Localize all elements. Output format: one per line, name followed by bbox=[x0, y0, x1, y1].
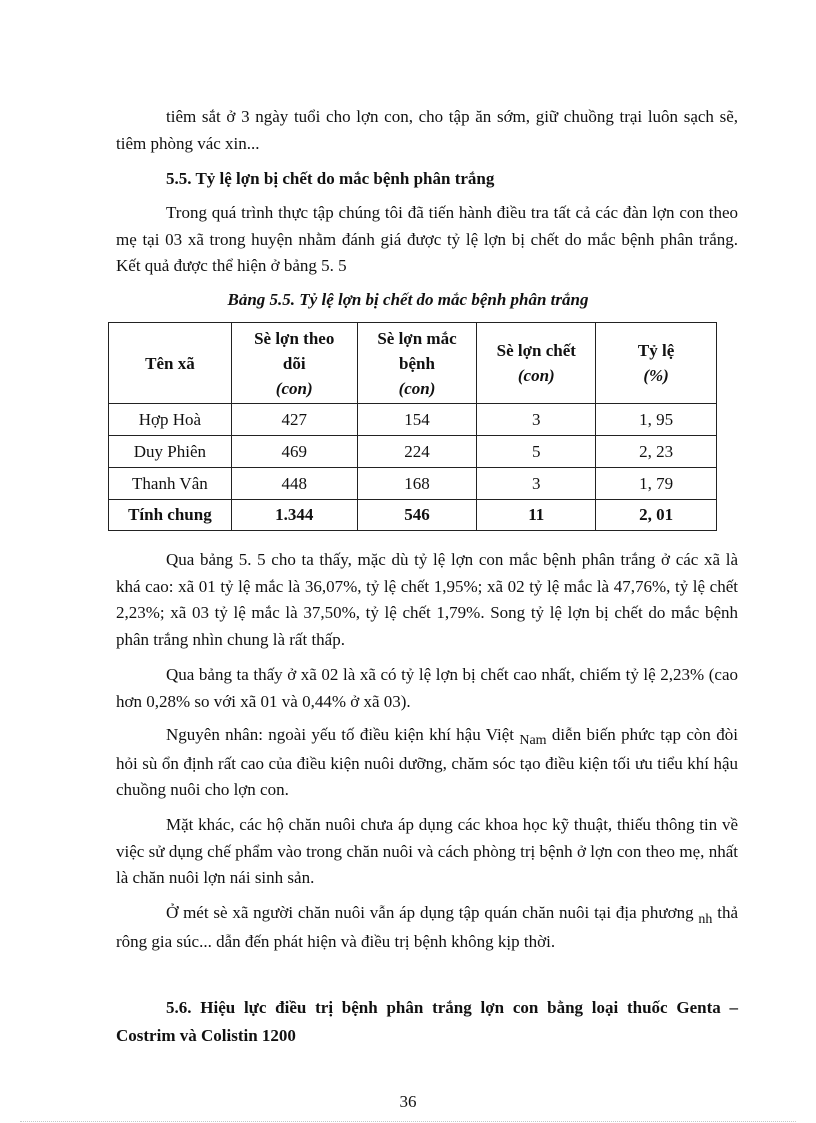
cell-infected: 168 bbox=[357, 468, 477, 500]
cell-total-tracked: 1.344 bbox=[231, 500, 357, 531]
cell-tracked: 427 bbox=[231, 404, 357, 436]
cell-total-dead: 11 bbox=[477, 500, 596, 531]
cell-dead: 3 bbox=[477, 404, 596, 436]
header-infected: Sè lợn mắc bệnh (con) bbox=[357, 323, 477, 404]
header-tracked: Sè lợn theo dõi (con) bbox=[231, 323, 357, 404]
cell-tracked: 469 bbox=[231, 436, 357, 468]
inline-sub-text: nh bbox=[698, 912, 713, 927]
cell-total-rate: 2, 01 bbox=[596, 500, 717, 531]
cell-total-infected: 546 bbox=[357, 500, 477, 531]
cell-rate: 1, 95 bbox=[596, 404, 717, 436]
cell-tracked: 448 bbox=[231, 468, 357, 500]
cell-rate: 2, 23 bbox=[596, 436, 717, 468]
header-dead: Sè lợn chết (con) bbox=[477, 323, 596, 404]
page-number: 36 bbox=[399, 1092, 417, 1111]
mortality-table bbox=[108, 322, 717, 531]
cell-infected: 154 bbox=[357, 404, 477, 436]
intro-paragraph: tiêm sắt ở 3 ngày tuổi cho lợn con, cho tập ăn sớm, giữ chuồng trại luôn sạch sẽ, tiêm phòng vác xin... bbox=[116, 107, 738, 153]
cell-dead: 5 bbox=[477, 436, 596, 468]
table-total-row bbox=[109, 500, 717, 531]
cell-commune-name: Thanh Vân bbox=[109, 468, 232, 500]
inline-sub-text: Nam bbox=[519, 733, 547, 748]
cell-dead: 3 bbox=[477, 468, 596, 500]
table-caption: Bảng 5.5. Tỷ lệ lợn bị chết do mắc bệnh phân trắng bbox=[227, 290, 589, 309]
header-commune-name: Tên xã bbox=[109, 323, 232, 404]
footer-divider bbox=[20, 1121, 796, 1122]
table-row bbox=[109, 436, 717, 468]
analysis-paragraph-2: Qua bảng ta thấy ở xã 02 là xã có tỷ lệ lợn bị chết cao nhất, chiếm tỷ lệ 2,23% (cao hơn 0,28% so với xã 01 và 0,44% ở xã 03). bbox=[116, 665, 738, 711]
section-5-5-heading: 5.5. Tỷ lệ lợn bị chết do mắc bệnh phân trắng bbox=[166, 169, 495, 188]
cell-rate: 1, 79 bbox=[596, 468, 717, 500]
analysis-paragraph-4: Mặt khác, các hộ chăn nuôi chưa áp dụng các khoa học kỹ thuật, thiếu thông tin về việc sử dụng chế phẩm vào trong chăn nuôi và cách phòng trị bệnh ở lợn con theo mẹ, nhất là chăn nuôi lợn nái sinh sản. bbox=[116, 815, 738, 887]
analysis-paragraph-5: Ở mét sè xã người chăn nuôi vẫn áp dụng tập quán chăn nuôi tại địa phương $_{nh}$ thả rông gia súc... dẫn đến phát hiện và điều trị bệnh không kịp thời. bbox=[116, 903, 738, 951]
table-row bbox=[109, 468, 717, 500]
table-header-row bbox=[109, 323, 717, 404]
cell-infected: 224 bbox=[357, 436, 477, 468]
cell-commune-name: Duy Phiên bbox=[109, 436, 232, 468]
cell-commune-name: Hợp Hoà bbox=[109, 404, 232, 436]
header-rate: Tỷ lệ (%) bbox=[596, 323, 717, 404]
section-5-6-heading: 5.6. Hiệu lực điều trị bệnh phân trắng lợn con bằng loại thuốc Genta – Costrim và Colistin 1200 bbox=[116, 998, 738, 1045]
table-row bbox=[109, 404, 717, 436]
analysis-paragraph-3: Nguyên nhân: ngoài yếu tố điều kiện khí hậu Việt $_{Nam}$ diễn biến phức tạp còn đòi hỏi sù ổn định rất cao của điều kiện nuôi dưỡng, chăm sóc tạo điều kiện tối ưu tiểu khí hậu chuồng nuôi cho lợn con. bbox=[116, 725, 738, 799]
analysis-paragraph-1: Qua bảng 5. 5 cho ta thấy, mặc dù tỷ lệ lợn con mắc bệnh phân trắng ở các xã là khá cao: xã 01 tỷ lệ mắc là 36,07%, tỷ lệ chết 1,95%; xã 02 tỷ lệ mắc là 47,76%, tỷ lệ chết 2,23%; xã 03 tỷ lệ mắc là 37,50%, tỷ lệ chết 1,79%. Song tỷ lệ lợn bị chết do mắc bệnh phân trắng nhìn chung là rất thấp. bbox=[116, 550, 738, 649]
section-5-5-paragraph: Trong quá trình thực tập chúng tôi đã tiến hành điều tra tất cả các đàn lợn con theo mẹ tại 03 xã trong huyện nhằm đánh giá được tỷ lệ lợn bị chết do mắc bệnh phân trắng. Kết quả được thể hiện ở bảng 5. 5 bbox=[116, 203, 738, 275]
cell-total-label: Tính chung bbox=[109, 500, 232, 531]
